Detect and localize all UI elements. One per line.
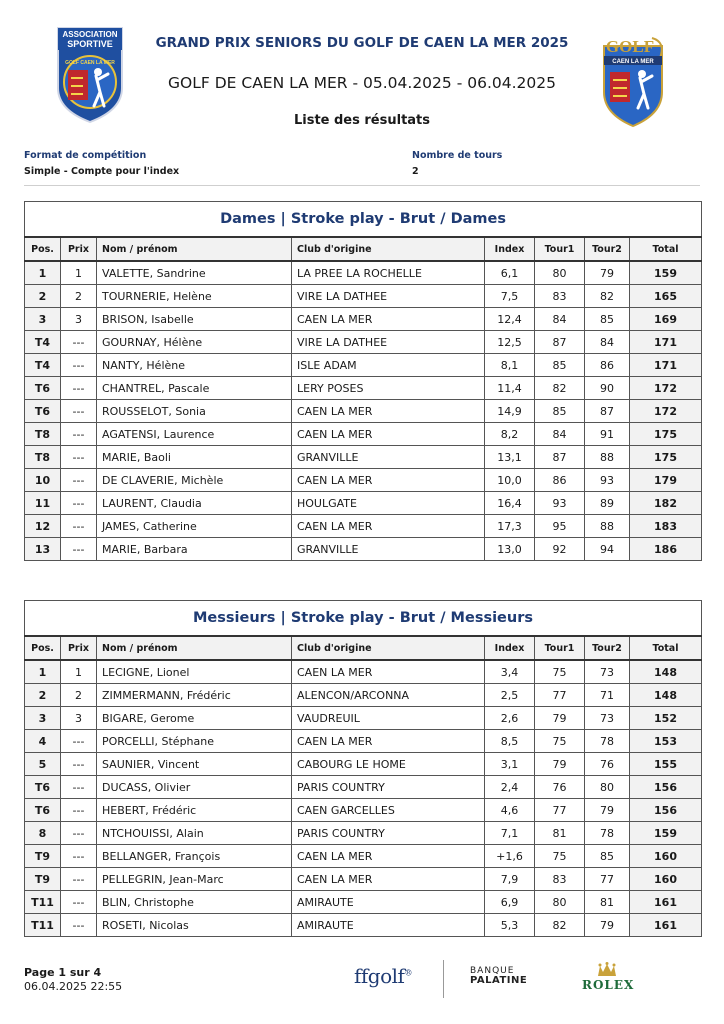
cell-t1: 87 — [535, 331, 585, 354]
cell-t2: 79 — [585, 914, 630, 937]
rounds-label: Nombre de tours — [412, 150, 503, 161]
cell-t2: 80 — [585, 776, 630, 799]
svg-text:ASSOCIATION: ASSOCIATION — [62, 30, 118, 39]
cell-club: HOULGATE — [292, 492, 485, 515]
table-row — [25, 868, 702, 891]
cell-prix: 3 — [61, 308, 97, 331]
cell-total: 169 — [630, 308, 702, 331]
cell-index: 4,6 — [485, 799, 535, 822]
cell-prix: --- — [61, 868, 97, 891]
col-header-index: Index — [485, 237, 535, 261]
cell-pos: 8 — [25, 822, 61, 845]
cell-club: CAEN LA MER — [292, 469, 485, 492]
cell-pos: T6 — [25, 400, 61, 423]
cell-total: 171 — [630, 354, 702, 377]
cell-club: AMIRAUTE — [292, 891, 485, 914]
cell-club: LA PREE LA ROCHELLE — [292, 261, 485, 285]
cell-club: ALENCON/ARCONNA — [292, 684, 485, 707]
cell-name: MARIE, Barbara — [97, 538, 292, 561]
banque-line2: PALATINE — [470, 975, 528, 986]
cell-total: 161 — [630, 914, 702, 937]
cell-total: 172 — [630, 400, 702, 423]
cell-t2: 84 — [585, 331, 630, 354]
table-row — [25, 515, 702, 538]
cell-pos: 3 — [25, 308, 61, 331]
cell-prix: 1 — [61, 261, 97, 285]
svg-text:CAEN LA MER: CAEN LA MER — [612, 59, 654, 65]
cell-name: SAUNIER, Vincent — [97, 753, 292, 776]
table-row — [25, 914, 702, 937]
cell-prix: --- — [61, 377, 97, 400]
cell-pos: T9 — [25, 868, 61, 891]
cell-t2: 77 — [585, 868, 630, 891]
cell-name: DUCASS, Olivier — [97, 776, 292, 799]
cell-t2: 85 — [585, 308, 630, 331]
cell-index: 13,0 — [485, 538, 535, 561]
cell-pos: 2 — [25, 285, 61, 308]
cell-t1: 85 — [535, 400, 585, 423]
cell-index: 8,5 — [485, 730, 535, 753]
cell-t2: 88 — [585, 446, 630, 469]
cell-name: BIGARE, Gerome — [97, 707, 292, 730]
cell-t1: 82 — [535, 914, 585, 937]
table-header-row — [25, 636, 702, 660]
cell-prix: --- — [61, 354, 97, 377]
cell-club: VAUDREUIL — [292, 707, 485, 730]
cell-name: MARIE, Baoli — [97, 446, 292, 469]
cell-prix: --- — [61, 799, 97, 822]
cell-t2: 85 — [585, 845, 630, 868]
cell-total: 182 — [630, 492, 702, 515]
svg-text:SPORTIVE: SPORTIVE — [67, 39, 113, 49]
cell-prix: --- — [61, 469, 97, 492]
table-row — [25, 822, 702, 845]
cell-t2: 71 — [585, 684, 630, 707]
col-header-total: Total — [630, 237, 702, 261]
col-header-club: Club d'origine — [292, 237, 485, 261]
cell-index: +1,6 — [485, 845, 535, 868]
cell-t1: 77 — [535, 684, 585, 707]
cell-total: 183 — [630, 515, 702, 538]
cell-pos: 1 — [25, 261, 61, 285]
cell-pos: 12 — [25, 515, 61, 538]
cell-prix: --- — [61, 446, 97, 469]
cell-t2: 73 — [585, 707, 630, 730]
cell-name: LAURENT, Claudia — [97, 492, 292, 515]
cell-pos: T6 — [25, 799, 61, 822]
col-header-tour1: Tour1 — [535, 636, 585, 660]
cell-total: 175 — [630, 446, 702, 469]
cell-t1: 75 — [535, 660, 585, 684]
cell-t1: 83 — [535, 285, 585, 308]
cell-total: 148 — [630, 660, 702, 684]
cell-prix: --- — [61, 753, 97, 776]
table-row — [25, 423, 702, 446]
cell-total: 159 — [630, 822, 702, 845]
col-header-prix: Prix — [61, 636, 97, 660]
cell-t1: 75 — [535, 845, 585, 868]
cell-prix: --- — [61, 515, 97, 538]
cell-t2: 81 — [585, 891, 630, 914]
cell-prix: 3 — [61, 707, 97, 730]
cell-t2: 90 — [585, 377, 630, 400]
cell-club: VIRE LA DATHEE — [292, 331, 485, 354]
cell-t2: 94 — [585, 538, 630, 561]
cell-index: 2,4 — [485, 776, 535, 799]
cell-t1: 84 — [535, 308, 585, 331]
cell-pos: T11 — [25, 914, 61, 937]
cell-index: 14,9 — [485, 400, 535, 423]
cell-name: DE CLAVERIE, Michèle — [97, 469, 292, 492]
cell-club: CAEN LA MER — [292, 423, 485, 446]
cell-prix: --- — [61, 776, 97, 799]
cell-total: 160 — [630, 845, 702, 868]
col-header-prix: Prix — [61, 237, 97, 261]
table-row — [25, 492, 702, 515]
cell-t1: 82 — [535, 377, 585, 400]
page-number: Page 1 sur 4 — [24, 966, 102, 979]
cell-index: 8,2 — [485, 423, 535, 446]
cell-total: 159 — [630, 261, 702, 285]
cell-t1: 80 — [535, 891, 585, 914]
cell-index: 12,4 — [485, 308, 535, 331]
cell-total: 156 — [630, 776, 702, 799]
cell-prix: --- — [61, 730, 97, 753]
messieurs-section-title: Messieurs | Stroke play - Brut / Messieurs — [25, 601, 702, 637]
cell-total: 175 — [630, 423, 702, 446]
cell-club: AMIRAUTE — [292, 914, 485, 937]
cell-index: 2,6 — [485, 707, 535, 730]
cell-index: 8,1 — [485, 354, 535, 377]
banque-line1: BANQUE — [470, 966, 515, 976]
col-header-tour2: Tour2 — [585, 636, 630, 660]
cell-total: 160 — [630, 868, 702, 891]
table-row — [25, 730, 702, 753]
cell-t2: 87 — [585, 400, 630, 423]
cell-index: 5,3 — [485, 914, 535, 937]
table-row — [25, 684, 702, 707]
cell-name: BRISON, Isabelle — [97, 308, 292, 331]
cell-t1: 95 — [535, 515, 585, 538]
cell-pos: 13 — [25, 538, 61, 561]
cell-name: PORCELLI, Stéphane — [97, 730, 292, 753]
cell-index: 11,4 — [485, 377, 535, 400]
cell-t2: 76 — [585, 753, 630, 776]
table-row — [25, 446, 702, 469]
cell-club: CAEN GARCELLES — [292, 799, 485, 822]
cell-pos: 2 — [25, 684, 61, 707]
cell-t1: 81 — [535, 822, 585, 845]
cell-index: 6,1 — [485, 261, 535, 285]
table-row — [25, 660, 702, 684]
cell-t2: 79 — [585, 799, 630, 822]
meta-divider — [24, 185, 700, 186]
cell-t1: 80 — [535, 261, 585, 285]
cell-pos: T11 — [25, 891, 61, 914]
cell-name: GOURNAY, Hélène — [97, 331, 292, 354]
cell-prix: 2 — [61, 285, 97, 308]
cell-name: BELLANGER, François — [97, 845, 292, 868]
cell-club: CAEN LA MER — [292, 845, 485, 868]
cell-t2: 93 — [585, 469, 630, 492]
cell-t2: 86 — [585, 354, 630, 377]
cell-index: 12,5 — [485, 331, 535, 354]
cell-club: CAEN LA MER — [292, 730, 485, 753]
table-row — [25, 845, 702, 868]
table-row — [25, 799, 702, 822]
results-list-title: Liste des résultats — [293, 113, 431, 128]
cell-pos: T8 — [25, 423, 61, 446]
cell-club: CAEN LA MER — [292, 660, 485, 684]
table-row — [25, 285, 702, 308]
cell-name: AGATENSI, Laurence — [97, 423, 292, 446]
cell-club: CAEN LA MER — [292, 515, 485, 538]
banque-palatine-logo — [470, 966, 527, 986]
cell-t1: 87 — [535, 446, 585, 469]
ffgolf-wordmark: ffgolf — [354, 964, 405, 988]
cell-prix: --- — [61, 914, 97, 937]
cell-prix: --- — [61, 845, 97, 868]
cell-total: 171 — [630, 331, 702, 354]
cell-name: PELLEGRIN, Jean-Marc — [97, 868, 292, 891]
cell-pos: 11 — [25, 492, 61, 515]
cell-name: ZIMMERMANN, Frédéric — [97, 684, 292, 707]
cell-t1: 83 — [535, 868, 585, 891]
cell-t2: 88 — [585, 515, 630, 538]
cell-prix: --- — [61, 822, 97, 845]
cell-name: JAMES, Catherine — [97, 515, 292, 538]
col-header-tour2: Tour2 — [585, 237, 630, 261]
competition-venue-dates: GOLF DE CAEN LA MER - 05.04.2025 - 06.04.2025 — [168, 74, 556, 92]
cell-index: 13,1 — [485, 446, 535, 469]
cell-club: PARIS COUNTRY — [292, 776, 485, 799]
cell-total: 179 — [630, 469, 702, 492]
cell-index: 6,9 — [485, 891, 535, 914]
cell-pos: 1 — [25, 660, 61, 684]
table-row — [25, 400, 702, 423]
col-header-tour1: Tour1 — [535, 237, 585, 261]
cell-index: 16,4 — [485, 492, 535, 515]
col-header-name: Nom / prénom — [97, 636, 292, 660]
rolex-wordmark: ROLEX — [582, 978, 635, 992]
cell-t2: 91 — [585, 423, 630, 446]
col-header-pos: Pos. — [25, 237, 61, 261]
cell-total: 172 — [630, 377, 702, 400]
cell-prix: 2 — [61, 684, 97, 707]
association-sportive-logo — [56, 26, 124, 124]
cell-pos: T9 — [25, 845, 61, 868]
svg-text:GOLF CAEN LA MER: GOLF CAEN LA MER — [65, 60, 115, 66]
cell-pos: T4 — [25, 354, 61, 377]
cell-name: NTCHOUISSI, Alain — [97, 822, 292, 845]
cell-t1: 92 — [535, 538, 585, 561]
col-header-club: Club d'origine — [292, 636, 485, 660]
cell-club: VIRE LA DATHEE — [292, 285, 485, 308]
cell-name: TOURNERIE, Helène — [97, 285, 292, 308]
cell-prix: --- — [61, 538, 97, 561]
cell-club: LERY POSES — [292, 377, 485, 400]
cell-total: 155 — [630, 753, 702, 776]
cell-index: 3,4 — [485, 660, 535, 684]
cell-total: 148 — [630, 684, 702, 707]
cell-index: 7,9 — [485, 868, 535, 891]
cell-t2: 79 — [585, 261, 630, 285]
table-row — [25, 261, 702, 285]
cell-name: VALETTE, Sandrine — [97, 261, 292, 285]
cell-t2: 78 — [585, 822, 630, 845]
cell-pos: 3 — [25, 707, 61, 730]
cell-pos: 10 — [25, 469, 61, 492]
print-datetime: 06.04.2025 22:55 — [24, 980, 123, 993]
rolex-crown-icon — [596, 962, 618, 978]
cell-total: 153 — [630, 730, 702, 753]
cell-t1: 93 — [535, 492, 585, 515]
cell-club: CABOURG LE HOME — [292, 753, 485, 776]
cell-prix: --- — [61, 492, 97, 515]
cell-club: CAEN LA MER — [292, 868, 485, 891]
table-row — [25, 354, 702, 377]
cell-club: GRANVILLE — [292, 446, 485, 469]
col-header-index: Index — [485, 636, 535, 660]
table-row — [25, 331, 702, 354]
footer-divider — [443, 960, 444, 998]
cell-club: CAEN LA MER — [292, 308, 485, 331]
table-row — [25, 377, 702, 400]
format-value: Simple - Compte pour l'index — [24, 166, 180, 177]
table-row — [25, 707, 702, 730]
cell-index: 3,1 — [485, 753, 535, 776]
cell-prix: --- — [61, 331, 97, 354]
cell-pos: T6 — [25, 377, 61, 400]
table-header-row — [25, 237, 702, 261]
ffgolf-logo — [354, 964, 412, 988]
cell-t1: 76 — [535, 776, 585, 799]
format-label: Format de compétition — [24, 150, 147, 161]
cell-prix: 1 — [61, 660, 97, 684]
cell-t1: 79 — [535, 707, 585, 730]
table-row — [25, 753, 702, 776]
cell-pos: T4 — [25, 331, 61, 354]
col-header-pos: Pos. — [25, 636, 61, 660]
cell-pos: 4 — [25, 730, 61, 753]
cell-name: ROSETI, Nicolas — [97, 914, 292, 937]
cell-t2: 73 — [585, 660, 630, 684]
table-row — [25, 891, 702, 914]
dames-results-table — [24, 201, 702, 561]
table-row — [25, 469, 702, 492]
rounds-value: 2 — [412, 166, 419, 177]
cell-index: 7,5 — [485, 285, 535, 308]
cell-name: NANTY, Hélène — [97, 354, 292, 377]
cell-index: 2,5 — [485, 684, 535, 707]
col-header-total: Total — [630, 636, 702, 660]
cell-total: 156 — [630, 799, 702, 822]
registered-mark: ® — [404, 968, 412, 978]
cell-index: 7,1 — [485, 822, 535, 845]
svg-text:GOLF: GOLF — [605, 37, 655, 56]
table-row — [25, 538, 702, 561]
competition-title: GRAND PRIX SENIORS DU GOLF DE CAEN LA MER 2025 — [155, 35, 569, 51]
cell-name: HEBERT, Frédéric — [97, 799, 292, 822]
cell-total: 186 — [630, 538, 702, 561]
cell-club: CAEN LA MER — [292, 400, 485, 423]
cell-name: BLIN, Christophe — [97, 891, 292, 914]
cell-t2: 89 — [585, 492, 630, 515]
cell-total: 165 — [630, 285, 702, 308]
cell-total: 152 — [630, 707, 702, 730]
cell-prix: --- — [61, 423, 97, 446]
cell-pos: 5 — [25, 753, 61, 776]
cell-club: PARIS COUNTRY — [292, 822, 485, 845]
cell-t2: 82 — [585, 285, 630, 308]
cell-t1: 75 — [535, 730, 585, 753]
dames-section-title: Dames | Stroke play - Brut / Dames — [25, 202, 702, 238]
cell-club: GRANVILLE — [292, 538, 485, 561]
cell-t1: 79 — [535, 753, 585, 776]
cell-index: 17,3 — [485, 515, 535, 538]
cell-t1: 86 — [535, 469, 585, 492]
cell-t1: 85 — [535, 354, 585, 377]
cell-name: ROUSSELOT, Sonia — [97, 400, 292, 423]
col-header-name: Nom / prénom — [97, 237, 292, 261]
cell-club: ISLE ADAM — [292, 354, 485, 377]
cell-index: 10,0 — [485, 469, 535, 492]
cell-name: CHANTREL, Pascale — [97, 377, 292, 400]
cell-pos: T8 — [25, 446, 61, 469]
cell-prix: --- — [61, 400, 97, 423]
cell-t1: 84 — [535, 423, 585, 446]
table-row — [25, 308, 702, 331]
golf-caen-la-mer-logo — [594, 32, 672, 128]
table-row — [25, 776, 702, 799]
cell-t1: 77 — [535, 799, 585, 822]
cell-prix: --- — [61, 891, 97, 914]
messieurs-results-table — [24, 600, 702, 937]
cell-pos: T6 — [25, 776, 61, 799]
cell-name: LECIGNE, Lionel — [97, 660, 292, 684]
cell-t2: 78 — [585, 730, 630, 753]
cell-total: 161 — [630, 891, 702, 914]
